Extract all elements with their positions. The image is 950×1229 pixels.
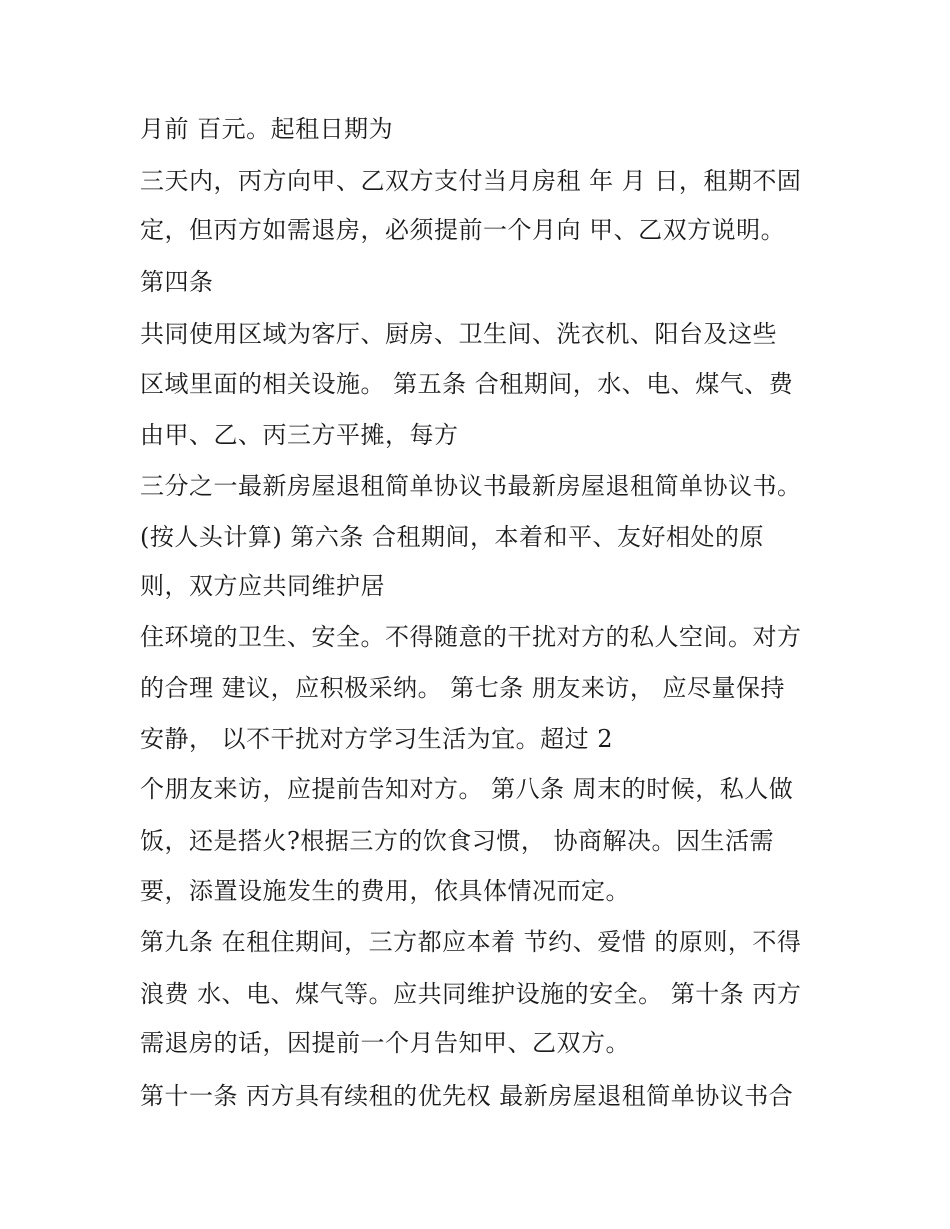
text-line-4: 第四条 (140, 268, 214, 296)
text-line-9: (按人头计算) 第六条 合租期间，本着和平、友好相处的原 (140, 523, 764, 551)
text-line-17: 第九条 在租住期间，三方都应本着 节约、爱惜 的原则，不得 (140, 928, 802, 956)
text-line-11: 住环境的卫生、安全。不得随意的干扰对方的私人空间。对方 (140, 623, 802, 651)
text-line-19: 需退房的话，因提前一个月告知甲、乙双方。 (140, 1029, 630, 1057)
text-line-14: 个朋友来访，应提前告知对方。 第八条 周末的时候，私人做 (140, 775, 794, 803)
text-line-16: 要，添置设施发生的费用，依具体情况而定。 (140, 877, 630, 905)
text-line-15: 饭，还是搭火?根据三方的饮食习惯， 协商解决。因生活需 (140, 827, 774, 855)
text-line-10: 则，双方应共同维护居 (140, 572, 385, 600)
text-line-18: 浪费 水、电、煤气等。应共同维护设施的安全。 第十条 丙方 (140, 980, 802, 1008)
text-line-20: 第十一条 丙方具有续租的优先权 最新房屋退租简单协议书合 (140, 1082, 794, 1110)
text-line-13: 安静， 以不干扰对方学习生活为宜。超过 2 (140, 725, 614, 753)
text-line-12: 的合理 建议，应积极采纳。 第七条 朋友来访， 应尽量保持 (140, 674, 786, 702)
text-line-7: 由甲、乙、丙三方平摊，每方 (140, 421, 459, 449)
text-line-2: 三天内，丙方向甲、乙双方支付当月房租 年 月 日，租期不固 (140, 167, 802, 195)
text-line-6: 区域里面的相关设施。 第五条 合租期间，水、电、煤气、费 (140, 370, 794, 398)
text-line-1: 月前 百元。起租日期为 (140, 115, 394, 143)
text-line-3: 定，但丙方如需退房，必须提前一个月向 甲、乙双方说明。 (140, 216, 786, 244)
text-line-8: 三分之一最新房屋退租简单协议书最新房屋退租简单协议书。 (140, 472, 802, 500)
text-line-5: 共同使用区域为客厅、厨房、卫生间、洗衣机、阳台及这些 (140, 320, 777, 348)
